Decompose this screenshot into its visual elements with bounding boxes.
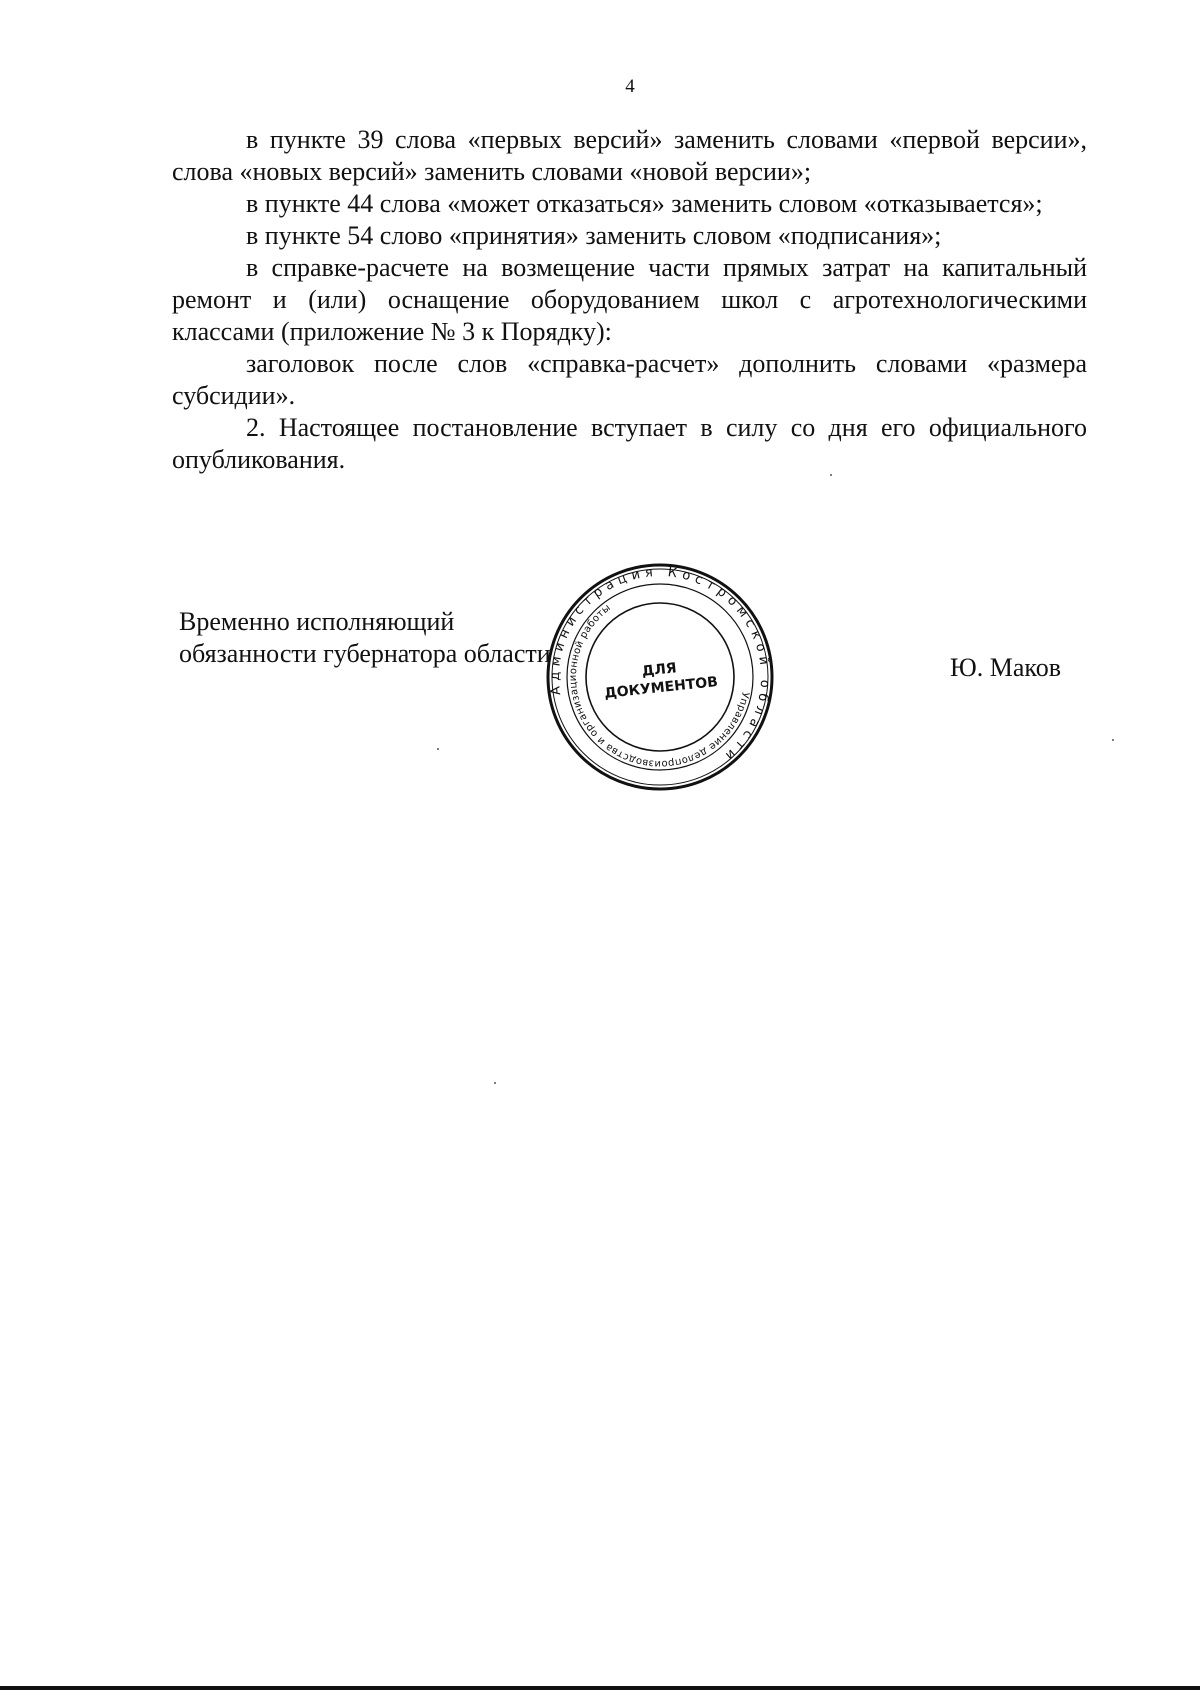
seal-inner-text: Управление делопроизводства и организационной работы: [567, 602, 751, 770]
official-seal-stamp: [545, 562, 775, 792]
page-bottom-border: [0, 1686, 1200, 1690]
paragraph-item-39: в пункте 39 слова «первых версий» заменить словами «первой версии», слова «новых версий» заменить словами «новой версии»;: [172, 125, 1087, 186]
signer-name: Ю. Маков: [950, 653, 1061, 682]
seal-outer-text: Администрация Костромской области: [547, 564, 773, 767]
scan-speck: [1112, 739, 1114, 741]
paragraph-title-amendment: заголовок после слов «справка-расчет» дополнить словами «размера субсидии».: [172, 349, 1087, 410]
paragraph-effective-date: 2. Настоящее постановление вступает в силу со дня его официального опубликования.: [172, 413, 1087, 474]
scan-speck: [437, 748, 439, 750]
signature-title: [179, 606, 551, 670]
paragraph-calculation-note: в справке-расчете на возмещение части прямых затрат на капитальный ремонт и (или) оснащение оборудованием школ с агротехнологическими классами (приложение № 3 к Порядку):: [172, 253, 1087, 346]
document-body: [172, 124, 1087, 476]
signature-title-line1: Временно исполняющий: [179, 607, 455, 636]
paragraph-item-54: в пункте 54 слово «принятия» заменить словом «подписания»;: [246, 221, 942, 250]
scan-speck: [830, 474, 832, 476]
seal-center-line2: ДОКУМЕНТОВ: [603, 674, 719, 702]
page-number: 4: [625, 76, 635, 97]
signature-title-line2: обязанности губернатора области: [179, 639, 551, 668]
seal-center-line1: ДЛЯ: [641, 660, 678, 680]
paragraph-item-44: в пункте 44 слова «может отказаться» заменить словом «отказывается»;: [246, 189, 1043, 218]
scan-speck: [494, 1082, 496, 1084]
